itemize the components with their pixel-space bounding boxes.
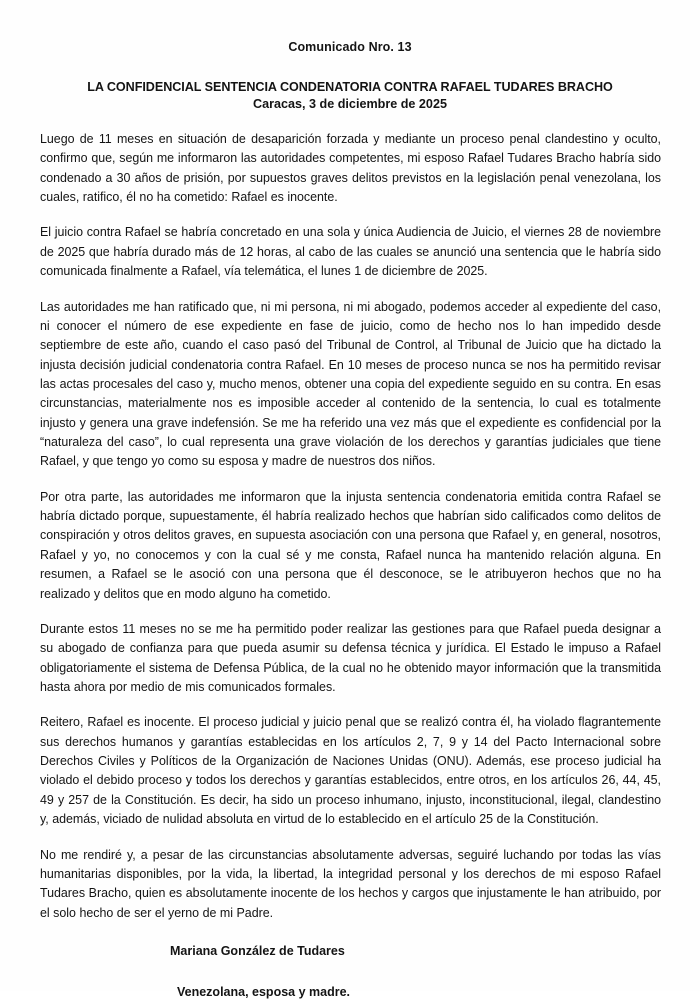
body-paragraph: Reitero, Rafael es inocente. El proceso judicial y juicio penal que se realizó contra él, ha violado flagrantemente sus derechos humanos y garantías establecidas en los artículos 2, 7, 9 y 14 del Pacto Internacional sobre Derechos Civiles y Políticos de la Organización de Naciones Unidas (ONU). Además, ese proceso judicial ha violado el debido proceso y todos los derechos y garantías establecidos, entre otros, en los artículos 26, 44, 45, 49 y 257 de la Constitución. Es decir, ha sido un proceso inhumano, injusto, inconstitucional, ilegal, clandestino y, además, viciado de nulidad absoluta en virtud de lo establecido en el artículo 25 de la Constitución. [40, 715, 661, 827]
document-header [0, 0, 700, 113]
signature-name: Mariana González de Tudares [170, 943, 345, 958]
signature-role: Venezolana, esposa y madre. [177, 985, 350, 1000]
document-number: Comunicado Nro. 13 [288, 40, 412, 54]
signature-block [0, 943, 700, 1000]
body-paragraph: Durante estos 11 meses no se me ha permitido poder realizar las gestiones para que Rafael pueda designar a su abogado de confianza para que pueda asumir su defensa técnica y jurídica. El Estado le impuso a Rafael obligatoriamente el sistema de Defensa Pública, de la cual no he obtenido mayor información que la transmitida hasta ahora por medio de mis comunicados formales. [40, 621, 661, 694]
body-paragraph: Por otra parte, las autoridades me informaron que la injusta sentencia condenatoria emitida contra Rafael se habría dictado porque, supuestamente, él habría realizado hechos que habrían sido calificados como delitos de conspiración y otros delitos graves, en supuesta asociación con una persona que Rafael y, en general, nosotros, Rafael y yo, no conocemos y con la cual sé y me consta, Rafael nunca ha mantenido relación alguna. En resumen, a Rafael se le asoció con una persona que él desconoce, se le atribuyeron hechos que no ha realizado y delitos que en modo alguno ha cometido. [40, 489, 661, 601]
document-title: LA CONFIDENCIAL SENTENCIA CONDENATORIA CONTRA RAFAEL TUDARES BRACHO [87, 80, 613, 94]
document-body [0, 113, 700, 923]
document-place-date: Caracas, 3 de diciembre de 2025 [253, 97, 447, 111]
body-paragraph: Las autoridades me han ratificado que, ni mi persona, ni mi abogado, podemos acceder al expediente del caso, ni conocer el número de ese expediente en fase de juicio, como de hecho nos lo han impedido desde septiembre de este año, cuando el caso pasó del Tribunal de Control, al Tribunal de Juicio que ha dictado la injusta decisión judicial condenatoria contra Rafael. En 10 meses de proceso nunca se nos ha permitido revisar las actas procesales del caso y, mucho menos, obtener una copia del expediente seguido en su contra. En esas circunstancias, materialmente nos es imposible acceder al contenido de la sentencia, lo cual es totalmente injusto y genera una grave indefensión. Se me ha referido una vez más que el expediente es confidencial por la “naturaleza del caso”, lo cual representa una grave violación de los derechos y garantías judiciales que tiene Rafael, y que tengo yo como su esposa y madre de nuestros dos niños. [40, 299, 661, 469]
body-paragraph: Luego de 11 meses en situación de desaparición forzada y mediante un proceso penal clandestino y oculto, confirmo que, según me informaron las autoridades competentes, mi esposo Rafael Tudares Bracho habría sido condenado a 30 años de prisión, por supuestos graves delitos previstos en la legislación penal venezolana, los cuales, ratifico, él no ha cometido: Rafael es inocente. [40, 132, 661, 205]
body-paragraph: No me rendiré y, a pesar de las circunstancias absolutamente adversas, seguiré luchando por todas las vías humanitarias disponibles, por la vida, la libertad, la integridad personal y los derechos de mi esposo Rafael Tudares Bracho, quien es absolutamente inocente de los hechos y cargos que injustamente le han atribuido, por el solo hecho de ser el yerno de mi Padre. [40, 847, 661, 920]
body-paragraph: El juicio contra Rafael se habría concretado en una sola y única Audiencia de Juicio, el viernes 28 de noviembre de 2025 que habría durado más de 12 horas, al cabo de las cuales se anunció una sentencia que le habría sido comunicada finalmente a Rafael, vía telemática, el lunes 1 de diciembre de 2025. [40, 225, 661, 279]
